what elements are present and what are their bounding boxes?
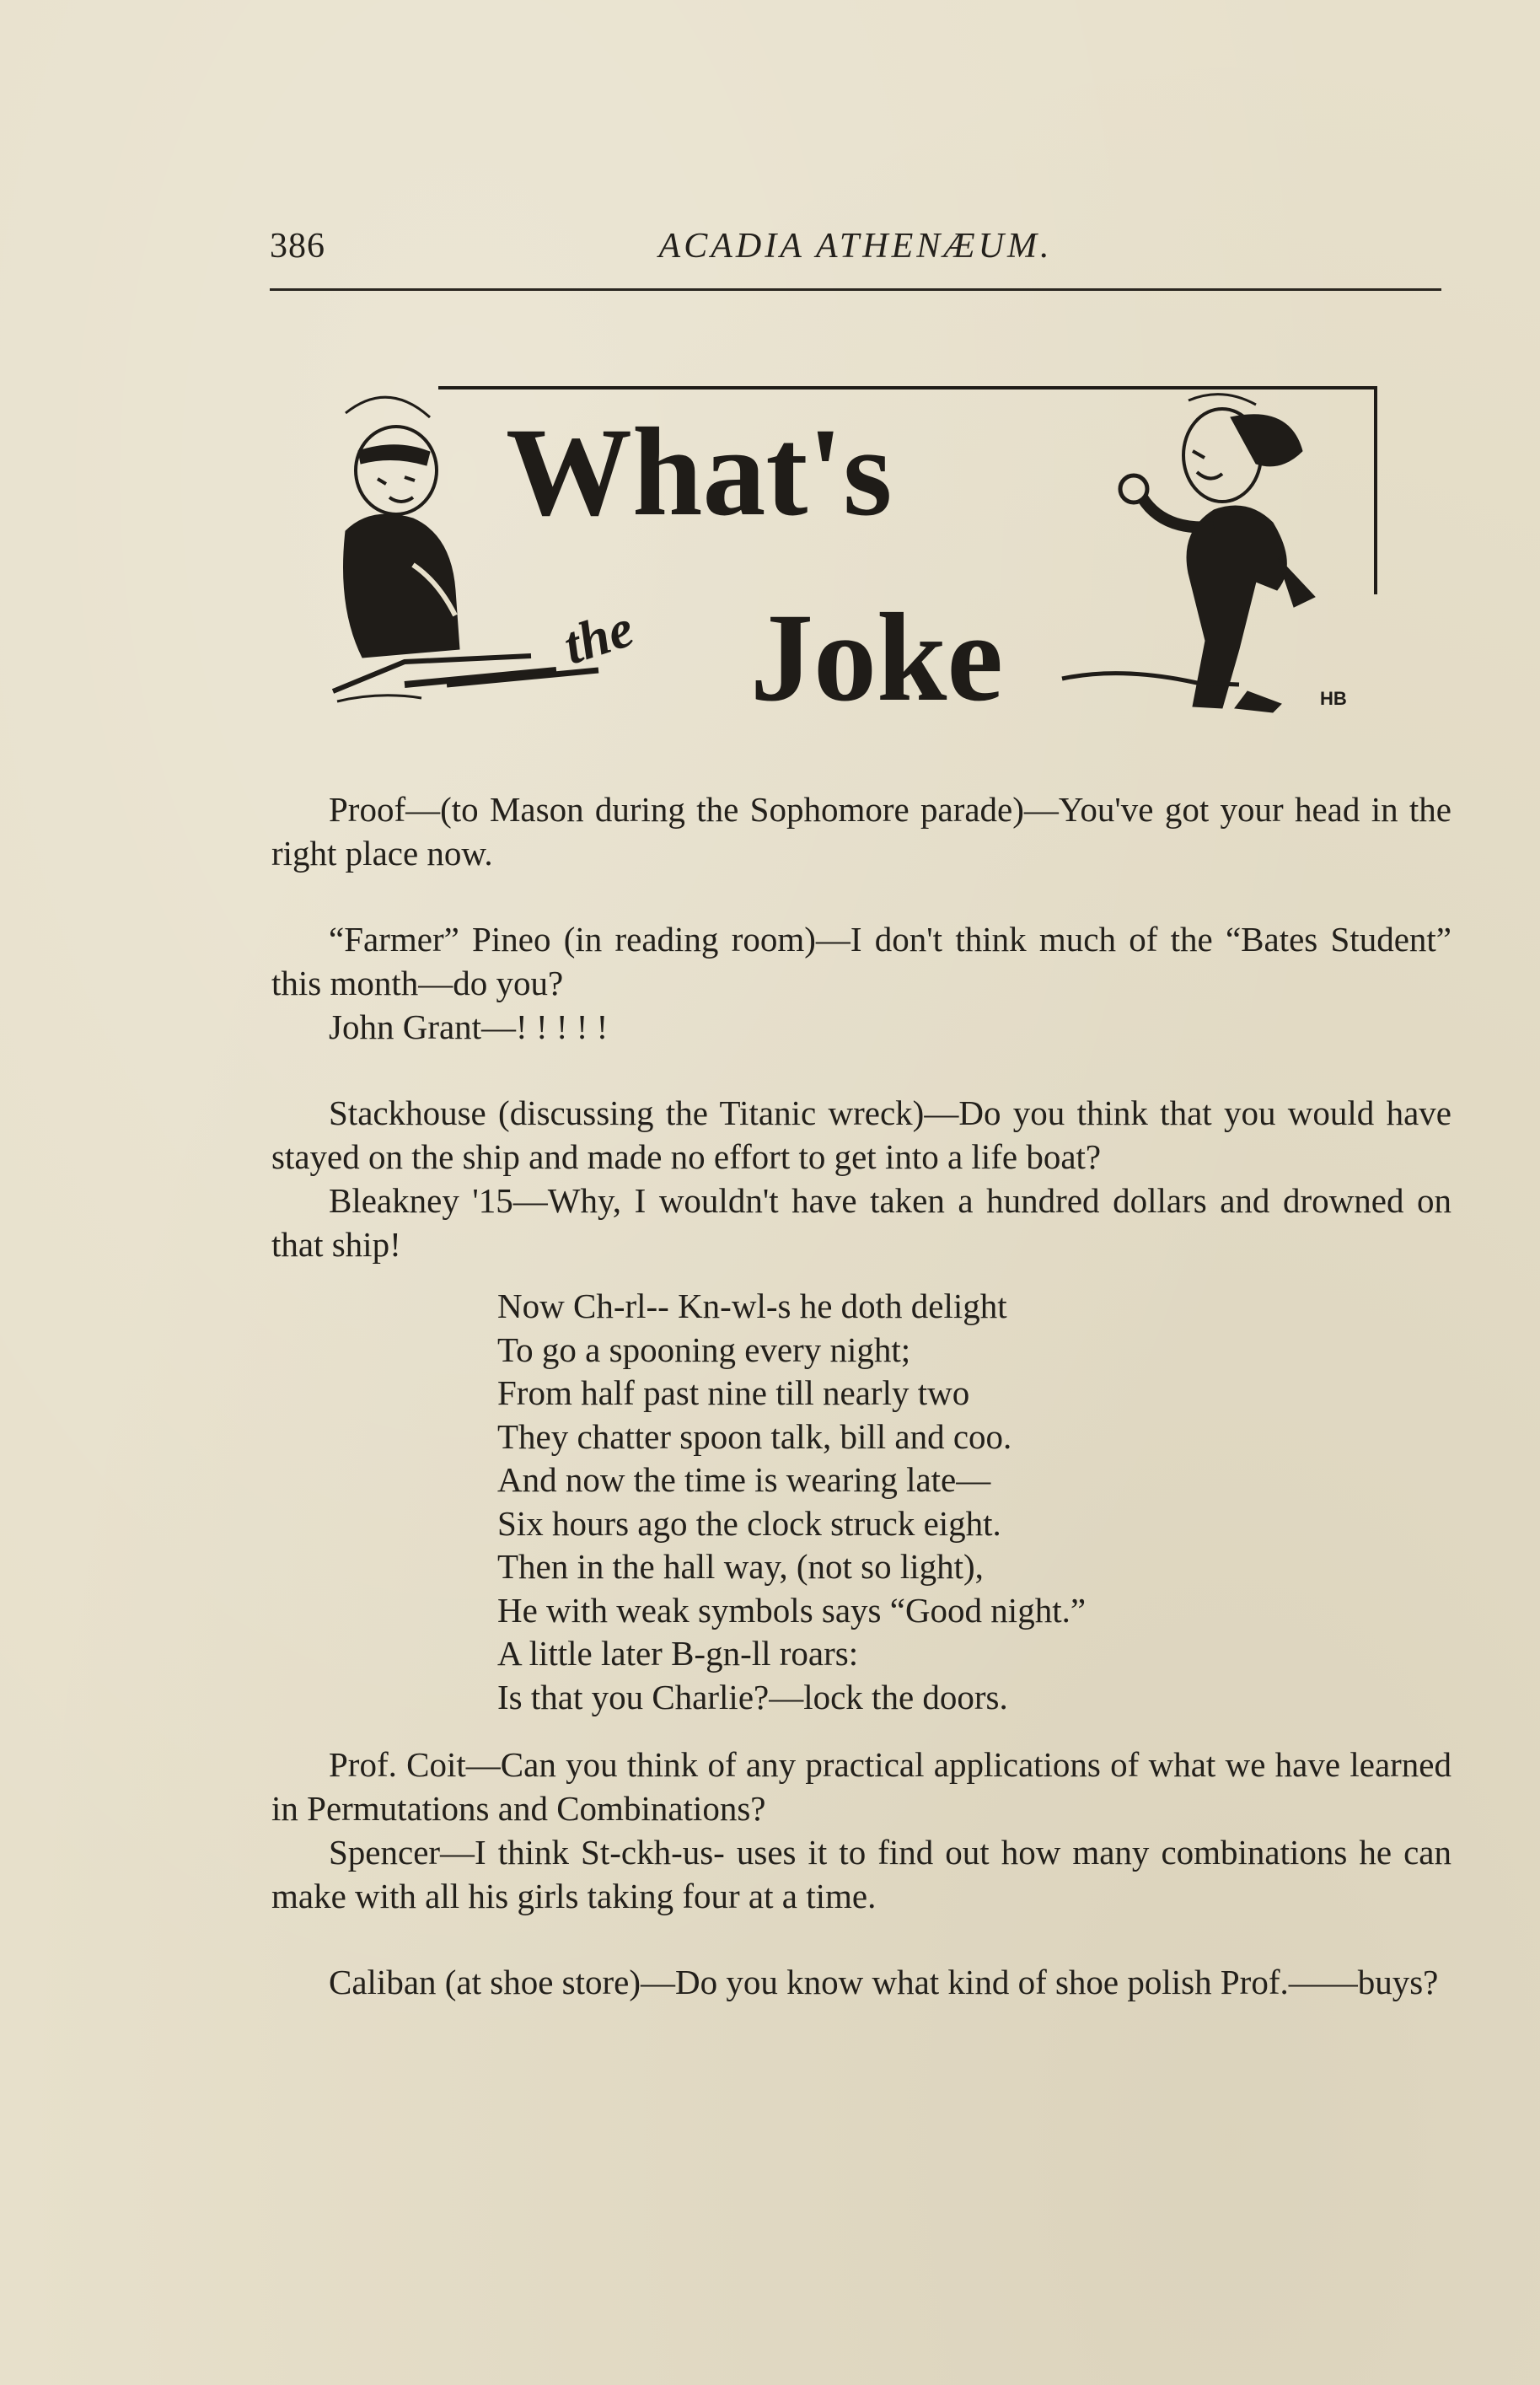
running-title: ACADIA ATHENÆUM.: [658, 227, 1053, 266]
spacer: [271, 1918, 1451, 1960]
joke-paragraph: “Farmer” Pineo (in reading room)—I don't think much of the “Bates Student” this month—do you?: [271, 920, 1451, 1002]
banner-title-joke: Joke: [750, 588, 1003, 728]
banner-title-the: the: [556, 597, 641, 676]
verse-line: Six hours ago the clock struck eight.: [497, 1503, 1001, 1543]
verse-line: Now Ch-rl-- Kn-wl-s he doth delight: [497, 1287, 1007, 1325]
joke-paragraph: Prof. Coit—Can you think of any practical applications of what we have learned in Permutations and Combinations?: [271, 1745, 1451, 1828]
banner-title-whats: What's: [506, 402, 893, 542]
verse-line: They chatter spoon talk, bill and coo.: [497, 1416, 1012, 1456]
joke-paragraph: Caliban (at shoe store)—Do you know what kind of shoe polish Prof.——buys?: [329, 1963, 1439, 2001]
whats-the-joke-banner: [312, 371, 1391, 742]
spacer: [271, 875, 1451, 917]
page-header: [270, 226, 1441, 277]
verse-line: A little later B-gn-ll roars:: [497, 1634, 859, 1673]
verse-block: [497, 1285, 1451, 1719]
verse-line: Is that you Charlie?—lock the doors.: [497, 1677, 1008, 1716]
joke-paragraph: Proof—(to Mason during the Sophomore parade)—You've got your head in the right place now.: [271, 790, 1451, 873]
joke-paragraph: Spencer—I think St-ckh-us- uses it to find out how many combinations he can make with all his girls taking four at a time.: [271, 1833, 1451, 1915]
page-number: 386: [270, 227, 325, 266]
banner-illustration: [312, 371, 1391, 742]
spacer: [271, 1049, 1451, 1091]
verse-line: And now the time is wearing late—: [497, 1460, 991, 1499]
joke-paragraph: Stackhouse (discussing the Titanic wreck)—Do you think that you would have stayed on the ship and made no effort to get into a life boat?: [271, 1093, 1451, 1176]
verse-line: Then in the hall way, (not so light),: [497, 1547, 984, 1586]
header-rule: [270, 288, 1441, 291]
jokes-column: [271, 787, 1451, 2004]
right-caricature-icon: [1062, 395, 1315, 712]
artist-initials: HB: [1320, 688, 1347, 709]
joke-paragraph: John Grant—! ! ! ! !: [329, 1007, 609, 1046]
verse-line: To go a spooning every night;: [497, 1329, 911, 1369]
verse-line: From half past nine till nearly two: [497, 1373, 970, 1412]
joke-paragraph: Bleakney '15—Why, I wouldn't have taken a hundred dollars and drowned on that ship!: [271, 1181, 1451, 1264]
verse-line: He with weak symbols says “Good night.”: [497, 1590, 1087, 1630]
